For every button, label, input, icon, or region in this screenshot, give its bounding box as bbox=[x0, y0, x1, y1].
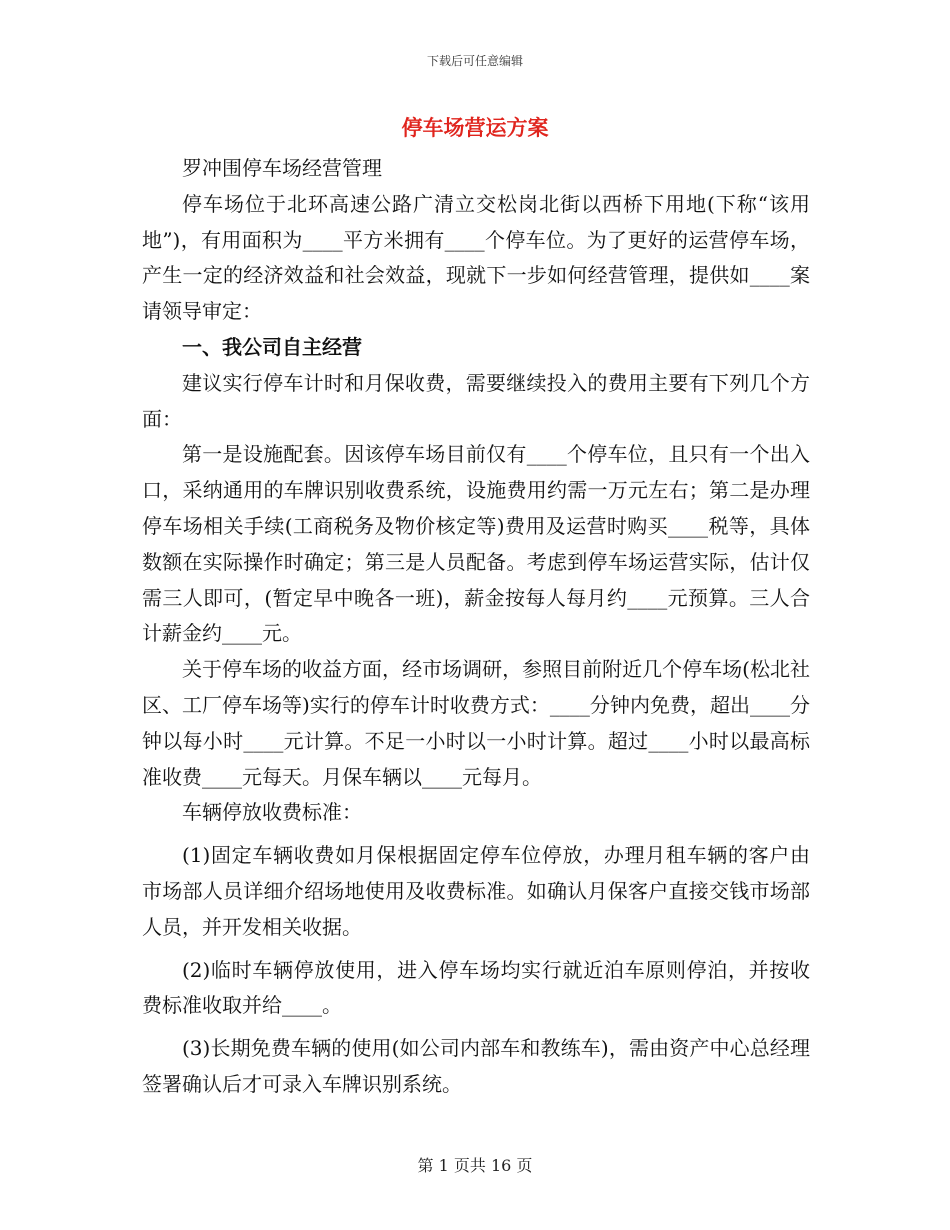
paragraph-standard-heading: 车辆停放收费标准： bbox=[182, 800, 362, 825]
paragraph-subtitle: 罗冲围停车场经营管理 bbox=[182, 156, 382, 180]
document-title: 停车场营运方案 bbox=[401, 115, 549, 140]
list-item-2: (2)临时车辆停放使用，进入停车场均实行就近泊车原则停泊，并按收费标准收取并给____。 bbox=[142, 957, 810, 1018]
list-item-3: (3)长期免费车辆的使用(如公司内部车和教练车)，需由资产中心总经理签署确认后才可录入车牌识别系统。 bbox=[142, 1036, 810, 1096]
page-header-note: 下载后可任意编辑 bbox=[426, 54, 523, 68]
section-heading: 一、我公司自主经营 bbox=[182, 334, 362, 359]
paragraph-revenue: 关于停车场的收益方面，经市场调研，参照目前附近几个停车场(松北社区、工厂停车场等)实行的停车计时收费方式：____分钟内免费，超出____分钟以每小时____元计算。不足一小时以一小时计算。超过____小时以最高标准收费____元每天。月保车辆以____元每月。 bbox=[142, 657, 810, 789]
page-number-footer: 第 1 页共 16 页 bbox=[417, 1156, 533, 1175]
list-item-1: (1)固定车辆收费如月保根据固定停车位停放，办理月租车辆的客户由市场部人员详细介绍场地使用及收费标准。如确认月保客户直接交钱市场部人员，并开发相关收据。 bbox=[142, 843, 810, 939]
paragraph-intro: 停车场位于北环高速公路广清立交松岗北街以西桥下用地(下称“该用地”)，有用面积为____平方米拥有____个停车位。为了更好的运营停车场，产生一定的经济效益和社会效益，现就下一步如何经营管理，提供如____案请领导审定： bbox=[142, 191, 810, 324]
document-body bbox=[142, 151, 810, 1103]
paragraph-costs: 第一是设施配套。因该停车场目前仅有____个停车位，且只有一个出入口，采纳通用的车牌识别收费系统，设施费用约需一万元左右；第二是办理停车场相关手续(工商税务及物价核定等)费用及运营时购买____税等，具体数额在实际操作时确定；第三是人员配备。考虑到停车场运营实际，估计仅需三人即可，(暂定早中晚各一班)，薪金按每人每月约____元预算。三人合计薪金约____元。 bbox=[142, 442, 810, 646]
paragraph-proposal: 建议实行停车计时和月保收费，需要继续投入的费用主要有下列几个方面： bbox=[142, 370, 810, 431]
